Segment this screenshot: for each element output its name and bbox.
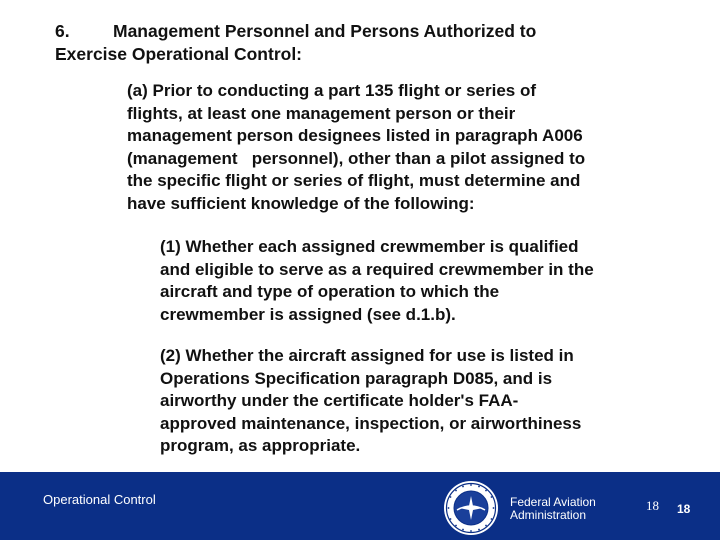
paragraph-2-line: approved maintenance, inspection, or airworthiness	[160, 413, 582, 433]
paragraph-a-line: flights, at least one management person or their	[127, 103, 516, 123]
footer-title: Operational Control	[43, 492, 156, 507]
faa-seal-icon	[443, 480, 499, 536]
paragraph-2-line: program, as appropriate.	[160, 436, 361, 455]
paragraph-a	[127, 80, 687, 215]
paragraph-2-line: airworthy under the certificate holder's FAA-	[160, 391, 519, 410]
paragraph-1-line: (1) Whether each assigned crewmember is qualified	[160, 237, 579, 256]
slide-heading	[55, 20, 675, 66]
agency-name	[510, 496, 596, 522]
paragraph-a-line: management person designees listed in paragraph A006	[127, 126, 583, 145]
heading-title-part-2: Exercise Operational Control:	[55, 44, 303, 64]
paragraph-a-line: (a) Prior to conducting a part 135 flight or series of	[127, 81, 537, 100]
paragraph-a-line: the specific flight or series of flight, must determine and	[127, 171, 581, 190]
paragraph-1-line: aircraft and type of operation to which the	[160, 282, 500, 301]
paragraph-1	[160, 236, 690, 326]
heading-line-1	[55, 20, 675, 43]
page-number: 18	[677, 502, 691, 516]
footer-bar	[0, 472, 720, 540]
page-number-serif: 18	[646, 498, 659, 513]
paragraph-a-line: have sufficient knowledge of the following:	[127, 193, 475, 213]
agency-name-line-2: Administration	[510, 508, 587, 522]
paragraph-2-line: (2) Whether the aircraft assigned for use is listed in	[160, 346, 574, 365]
paragraph-1-line: crewmember is assigned (see d.1.b).	[160, 304, 456, 324]
paragraph-2	[160, 345, 690, 458]
paragraph-a-line: (management personnel), other than a pilot assigned to	[127, 148, 586, 168]
paragraph-1-line: and eligible to serve as a required crewmember in the	[160, 259, 594, 279]
agency-name-line-1: Federal Aviation	[510, 495, 596, 509]
heading-title-part-1: Management Personnel and Persons Authorized to	[113, 21, 537, 41]
paragraph-2-line: Operations Specification paragraph D085, and is	[160, 368, 553, 388]
heading-number: 6.	[55, 21, 70, 41]
